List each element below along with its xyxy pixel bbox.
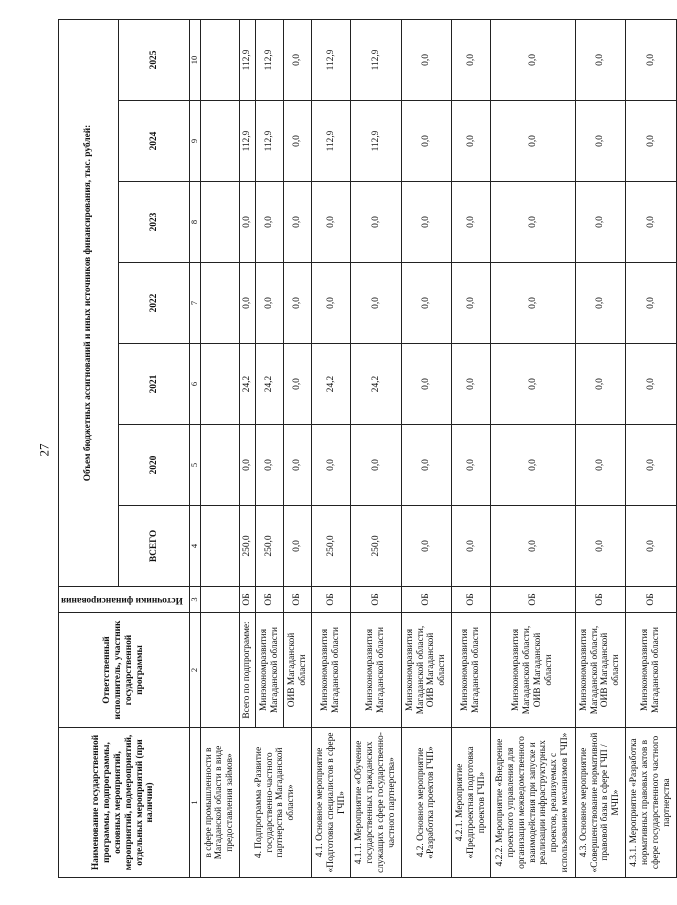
column-index: 9 (189, 101, 200, 182)
header-year: 2022 (119, 263, 189, 344)
row-value: 0,0 (491, 101, 575, 182)
column-index: 8 (189, 182, 200, 263)
row-value: 0,0 (575, 425, 625, 506)
row-executor: Минэкономразвития Магаданской области (452, 613, 491, 728)
header-year: 2025 (119, 19, 189, 100)
row-value: 0,0 (284, 263, 312, 344)
row-value: 0,0 (626, 263, 677, 344)
table-row (452, 19, 491, 877)
row-value: 0,0 (575, 344, 625, 425)
row-value: 0,0 (452, 182, 491, 263)
row-value (200, 182, 239, 263)
row-value (200, 101, 239, 182)
table-row (626, 19, 677, 877)
row-value: 0,0 (491, 506, 575, 587)
row-executor: Минэкономразвития Магаданской области (312, 613, 351, 728)
row-value: 0,0 (626, 101, 677, 182)
row-value: 0,0 (312, 182, 351, 263)
row-value (200, 506, 239, 587)
column-index: 7 (189, 263, 200, 344)
row-value: 0,0 (452, 506, 491, 587)
row-value: 250,0 (351, 506, 401, 587)
row-value: 0,0 (575, 182, 625, 263)
rotated-page (58, 20, 672, 878)
row-value: 112,9 (239, 101, 256, 182)
row-value: 112,9 (351, 101, 401, 182)
row-value: 0,0 (491, 344, 575, 425)
header-name: Наименование государственной программы, подпрограммы, основных мероприятий, мероприятий, подмероприятий, отдельных мероприятий (при наличии) (59, 728, 190, 878)
row-value: 0,0 (401, 182, 451, 263)
row-value: 112,9 (239, 19, 256, 100)
row-executor: Всего по подпрограмме: (239, 613, 256, 728)
row-name: 4.2. Основное мероприятие «Разработка проектов ГЧП» (401, 728, 451, 878)
row-value: 0,0 (575, 19, 625, 100)
row-value: 0,0 (239, 182, 256, 263)
row-executor: Минэкономразвития Магаданской области (351, 613, 401, 728)
row-value: 0,0 (284, 101, 312, 182)
row-value: 0,0 (401, 506, 451, 587)
row-name: 4.3. Основное мероприятие «Совершенствование нормативной правовой базы в сфере ГЧП / МЧП» (575, 728, 625, 878)
row-value: 0,0 (351, 263, 401, 344)
table-row (351, 19, 401, 877)
row-value: 0,0 (626, 344, 677, 425)
index-row (189, 19, 200, 877)
row-value: 112,9 (351, 19, 401, 100)
row-source: ОБ (312, 587, 351, 613)
table-row (200, 19, 239, 877)
row-source: ОБ (256, 587, 284, 613)
row-value: 250,0 (312, 506, 351, 587)
row-value: 0,0 (452, 19, 491, 100)
row-value: 24,2 (239, 344, 256, 425)
row-name: 4.1. Основное мероприятие «Подготовка специалистов в сфере ГЧП» (312, 728, 351, 878)
header-year: ВСЕГО (119, 506, 189, 587)
row-value: 0,0 (312, 263, 351, 344)
row-value: 0,0 (491, 263, 575, 344)
row-name: 4.3.1. Мероприятие «Разработка нормативных правовых актов в сфере государственного частного партнерства (626, 728, 677, 878)
row-value: 112,9 (256, 19, 284, 100)
table-row (401, 19, 451, 877)
row-value: 0,0 (452, 263, 491, 344)
row-value: 0,0 (575, 101, 625, 182)
row-value: 250,0 (239, 506, 256, 587)
header-year: 2020 (119, 425, 189, 506)
row-value: 0,0 (284, 425, 312, 506)
row-value: 24,2 (351, 344, 401, 425)
row-value: 0,0 (284, 182, 312, 263)
row-executor: Минэкономразвития Магаданской области (256, 613, 284, 728)
row-executor: Минэкономразвития Магаданской области, ОИВ Магаданской области (401, 613, 451, 728)
row-name: 4.1.1. Мероприятие «Обучение государственных гражданских служащих в сфере государственно-частного партнерства» (351, 728, 401, 878)
table-row (575, 19, 625, 877)
row-value: 0,0 (401, 344, 451, 425)
row-source: ОБ (284, 587, 312, 613)
row-value (200, 263, 239, 344)
row-value: 0,0 (626, 182, 677, 263)
row-value: 0,0 (401, 263, 451, 344)
row-executor (200, 613, 239, 728)
row-value: 0,0 (491, 425, 575, 506)
row-value: 0,0 (452, 101, 491, 182)
row-value: 0,0 (452, 344, 491, 425)
row-value: 0,0 (284, 19, 312, 100)
row-value: 112,9 (312, 19, 351, 100)
row-name: 4.2.2. Мероприятие «Внедрение проектного управления для организации межведомственного взаимодействия при запуске и реализации инфраструктурных проектов, реализуемых с использованием механизмов ГЧП» (491, 728, 575, 878)
row-value: 0,0 (284, 506, 312, 587)
row-value: 0,0 (626, 19, 677, 100)
row-value: 0,0 (239, 263, 256, 344)
header-year: 2023 (119, 182, 189, 263)
row-value: 250,0 (256, 506, 284, 587)
row-value: 0,0 (452, 425, 491, 506)
header-source: Источники финансирования (59, 587, 190, 613)
row-value: 0,0 (626, 425, 677, 506)
column-index: 5 (189, 425, 200, 506)
column-index: 2 (189, 613, 200, 728)
row-source: ОБ (626, 587, 677, 613)
row-value: 24,2 (256, 344, 284, 425)
row-source: ОБ (491, 587, 575, 613)
row-source: ОБ (452, 587, 491, 613)
column-index: 1 (189, 728, 200, 878)
row-executor: Минэкономразвития Магаданской области, ОИВ Магаданской области (491, 613, 575, 728)
row-value: 0,0 (351, 182, 401, 263)
row-value: 0,0 (312, 425, 351, 506)
row-value: 0,0 (575, 263, 625, 344)
column-index: 6 (189, 344, 200, 425)
row-executor: ОИВ Магаданской области (284, 613, 312, 728)
row-value: 0,0 (351, 425, 401, 506)
row-source (200, 587, 239, 613)
row-value (200, 425, 239, 506)
row-value (200, 19, 239, 100)
finance-table (58, 19, 677, 878)
row-name: 4.2.1. Мероприятие «Предпроектная подготовка проектов ГЧП» (452, 728, 491, 878)
row-value: 0,0 (491, 182, 575, 263)
table-row (491, 19, 575, 877)
row-value: 0,0 (626, 506, 677, 587)
row-value: 0,0 (401, 19, 451, 100)
column-index: 10 (189, 19, 200, 100)
row-name: 4. Подпрограмма «Развитие государственно-частного партнерства в Магаданской области» (239, 728, 311, 878)
row-executor: Минэкономразвития Магаданской области, ОИВ Магаданской области (575, 613, 625, 728)
header-finance: Объем бюджетных ассигнований и иных источников финансирования, тыс. рублей: (59, 19, 119, 586)
row-value: 0,0 (284, 344, 312, 425)
row-executor: Минэкономразвития Магаданской области (626, 613, 677, 728)
row-value: 0,0 (256, 425, 284, 506)
row-value: 112,9 (256, 101, 284, 182)
row-value: 0,0 (401, 425, 451, 506)
row-source: ОБ (401, 587, 451, 613)
row-source: ОБ (239, 587, 256, 613)
row-value: 0,0 (491, 19, 575, 100)
column-index: 3 (189, 587, 200, 613)
row-value: 0,0 (256, 263, 284, 344)
row-source: ОБ (575, 587, 625, 613)
page-number: 27 (36, 443, 52, 457)
header-executor: Ответственный исполнитель, участник государственной программы (59, 613, 190, 728)
table-row (312, 19, 351, 877)
row-value: 0,0 (575, 506, 625, 587)
header-year: 2021 (119, 344, 189, 425)
rotated-content (58, 20, 672, 878)
table-row (239, 19, 256, 877)
row-value: 0,0 (256, 182, 284, 263)
row-value: 24,2 (312, 344, 351, 425)
row-value: 112,9 (312, 101, 351, 182)
row-value: 0,0 (401, 101, 451, 182)
row-value: 0,0 (239, 425, 256, 506)
row-name: в сфере промышленности в Магаданской области в виде предоставления займов» (200, 728, 239, 878)
row-source: ОБ (351, 587, 401, 613)
header-year: 2024 (119, 101, 189, 182)
row-value (200, 344, 239, 425)
column-index: 4 (189, 506, 200, 587)
table-body (200, 19, 676, 877)
